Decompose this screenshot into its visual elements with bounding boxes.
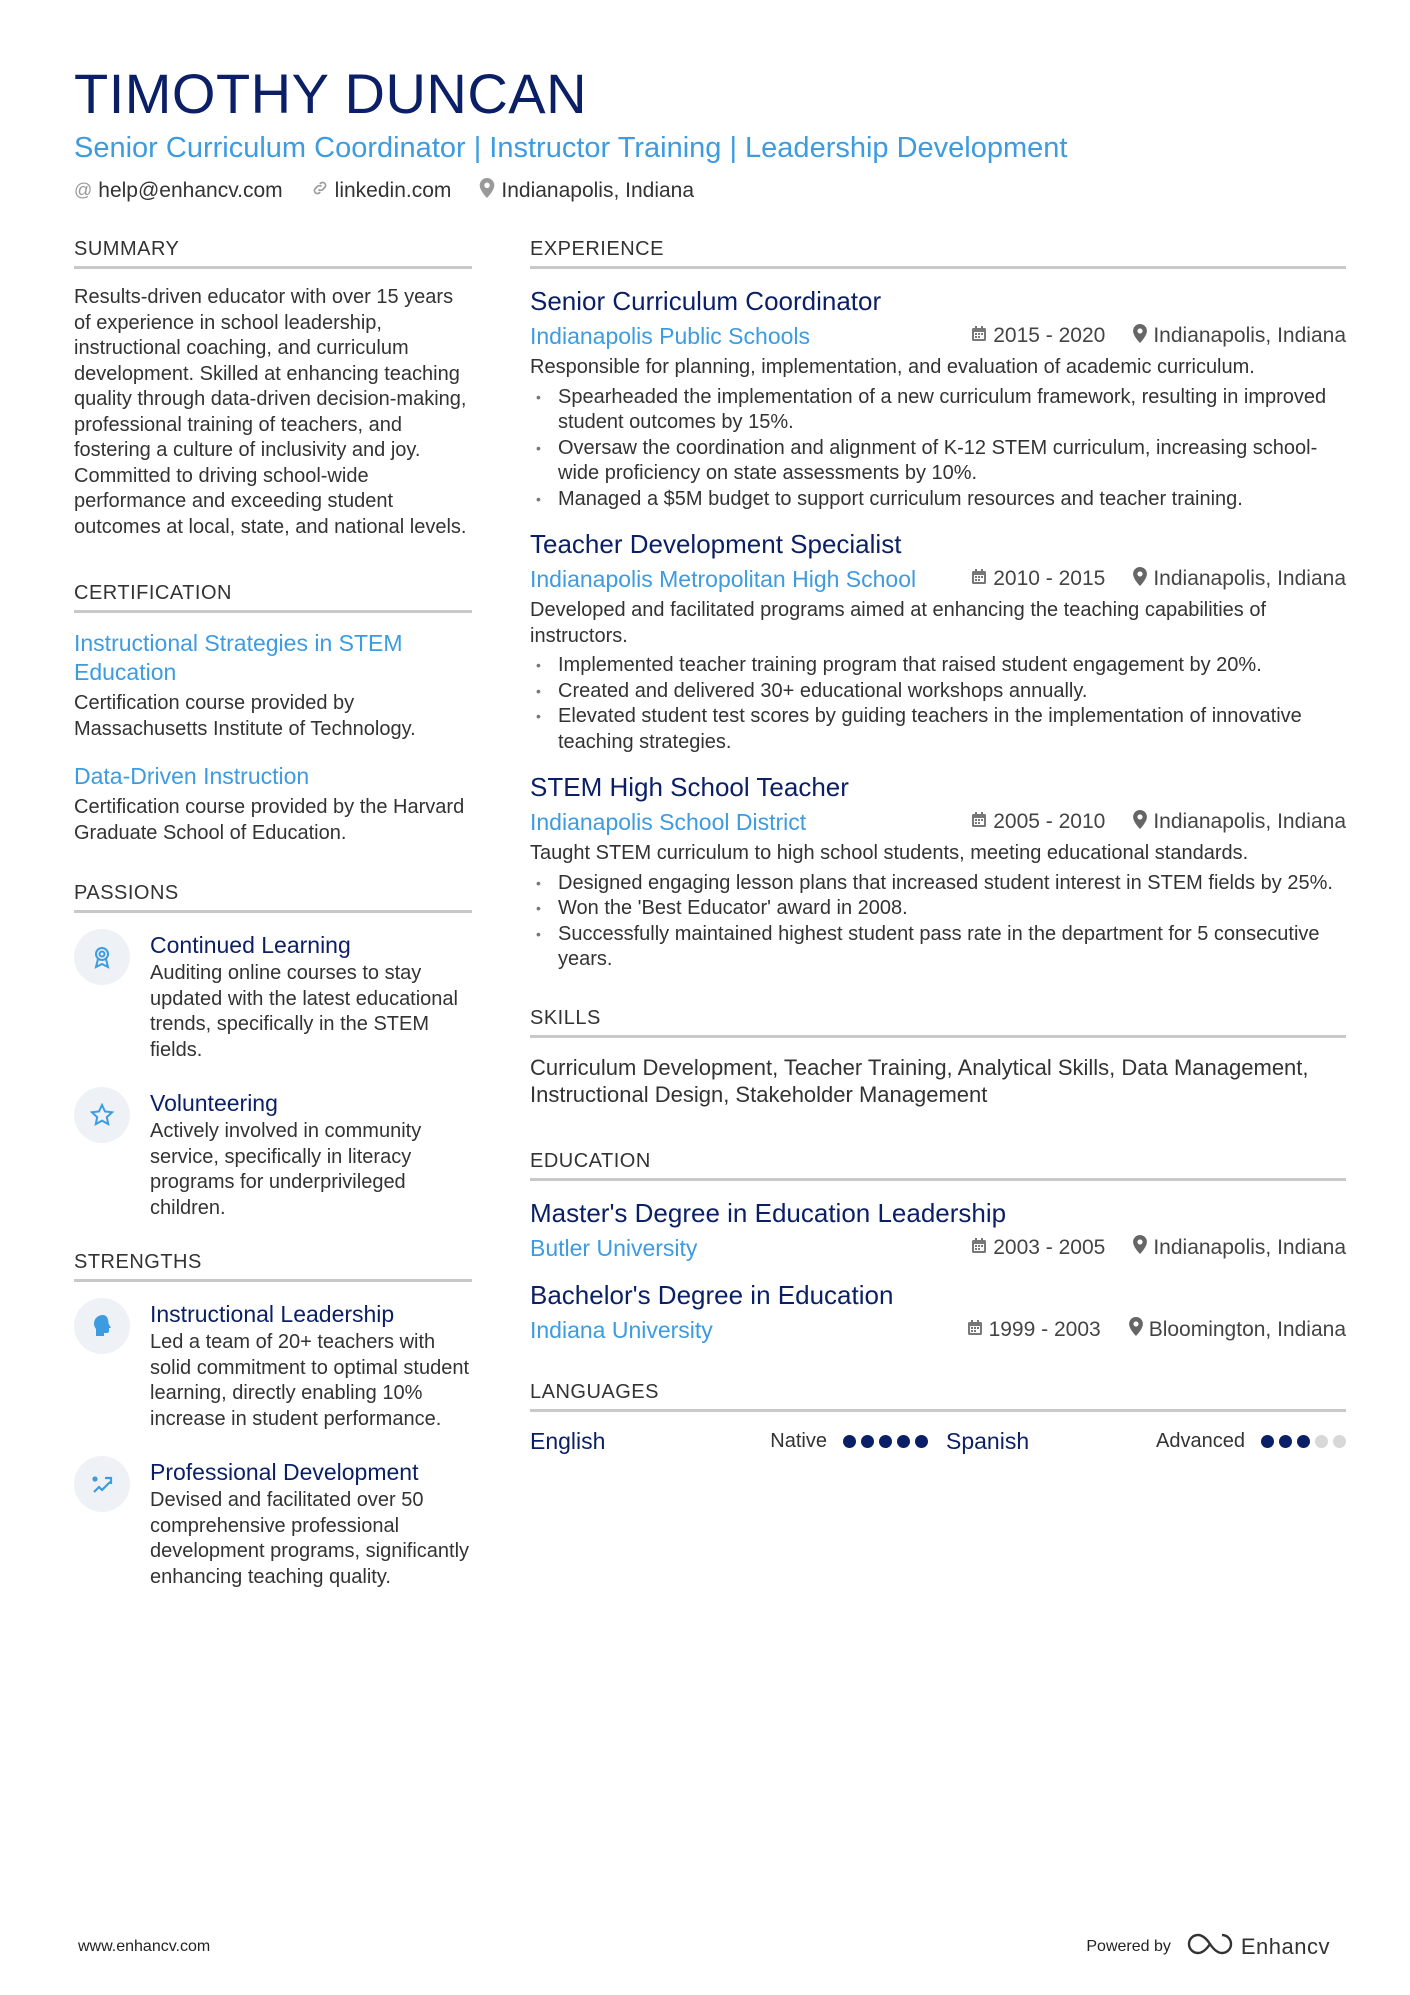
resume-page bbox=[74, 62, 1346, 1588]
headline: Senior Curriculum Coordinator | Instructor Training | Leadership Development bbox=[74, 132, 1068, 164]
job-entry bbox=[530, 285, 1346, 512]
contact-linkedin[interactable] bbox=[311, 178, 452, 203]
language-name: English bbox=[530, 1427, 606, 1454]
contact-row bbox=[74, 178, 1346, 203]
job-company: Indianapolis School District bbox=[530, 809, 807, 835]
job-location-text: Indianapolis, Indiana bbox=[1153, 324, 1346, 347]
job-bullet: • Created and delivered 30+ educational workshops annually. bbox=[530, 679, 1346, 705]
language-level: Advanced bbox=[1156, 1429, 1245, 1452]
right-column bbox=[530, 238, 1346, 1455]
language-item bbox=[946, 1428, 1346, 1455]
location-pin-icon bbox=[1133, 1235, 1147, 1260]
footer bbox=[78, 1932, 1330, 1962]
job-dates-text: 2010 - 2015 bbox=[993, 567, 1106, 590]
job-description: Responsible for planning, implementation, and evaluation of academic curriculum. bbox=[530, 356, 1255, 378]
job-dates bbox=[971, 324, 1105, 348]
rating-dot-filled bbox=[915, 1435, 928, 1448]
calendar-icon bbox=[971, 324, 987, 348]
rating-dot-filled bbox=[843, 1435, 856, 1448]
experience-section bbox=[530, 238, 1346, 973]
languages-heading: LANGUAGES bbox=[530, 1381, 1346, 1412]
rating-dot-filled bbox=[861, 1435, 874, 1448]
skills-heading: SKILLS bbox=[530, 1007, 1346, 1038]
education-dates-text: 1999 - 2003 bbox=[988, 1317, 1101, 1341]
certification-name: Data-Driven Instruction bbox=[74, 763, 310, 789]
strength-title: Instructional Leadership bbox=[150, 1301, 395, 1327]
languages-section bbox=[530, 1381, 1346, 1455]
brand-name: Enhancv bbox=[1240, 1934, 1330, 1959]
job-location bbox=[1133, 324, 1346, 349]
education-location-text: Bloomington, Indiana bbox=[1148, 1317, 1346, 1341]
calendar-icon bbox=[967, 1318, 983, 1342]
education-section bbox=[530, 1150, 1346, 1345]
at-icon: @ bbox=[74, 180, 93, 200]
job-title: STEM High School Teacher bbox=[530, 772, 849, 802]
passion-item bbox=[74, 1087, 472, 1221]
contact-location bbox=[479, 178, 694, 203]
language-name: Spanish bbox=[946, 1427, 1030, 1454]
calendar-icon bbox=[971, 1236, 987, 1260]
summary-section bbox=[74, 238, 472, 540]
rating-dot-empty bbox=[1315, 1435, 1328, 1448]
education-dates bbox=[967, 1318, 1101, 1342]
job-bullet: • Designed engaging lesson plans that increased student interest in STEM fields by 25%. bbox=[530, 871, 1346, 897]
head-icon bbox=[74, 1298, 130, 1354]
job-location-text: Indianapolis, Indiana bbox=[1153, 567, 1346, 590]
skills-section bbox=[530, 1007, 1346, 1108]
footer-url[interactable]: www.enhancv.com bbox=[78, 1938, 211, 1955]
language-rating bbox=[1261, 1435, 1346, 1448]
language-item bbox=[530, 1428, 946, 1455]
left-column bbox=[74, 238, 472, 1614]
job-title: Teacher Development Specialist bbox=[530, 529, 902, 559]
brand-logo[interactable] bbox=[1187, 1932, 1330, 1962]
certification-desc: Certification course provided by Massachusetts Institute of Technology. bbox=[74, 692, 416, 740]
location-text: Indianapolis, Indiana bbox=[501, 178, 695, 202]
rating-dot-empty bbox=[1333, 1435, 1346, 1448]
passion-desc: Actively involved in community service, specifically in literacy programs for underprivileged children. bbox=[150, 1120, 422, 1219]
job-location bbox=[1133, 567, 1346, 592]
location-pin-icon bbox=[1133, 567, 1147, 592]
language-level: Native bbox=[770, 1429, 827, 1452]
education-location bbox=[1133, 1235, 1346, 1260]
job-company: Indianapolis Public Schools bbox=[530, 323, 811, 349]
job-bullet: • Implemented teacher training program that raised student engagement by 20%. bbox=[530, 653, 1346, 679]
passion-title: Continued Learning bbox=[150, 932, 351, 958]
job-dates bbox=[971, 567, 1105, 591]
badge-icon bbox=[74, 929, 130, 985]
passion-desc: Auditing online courses to stay updated with the latest educational trends, specifically in the STEM fields. bbox=[150, 962, 458, 1061]
passion-title: Volunteering bbox=[150, 1090, 278, 1116]
job-entry bbox=[530, 528, 1346, 755]
growth-icon bbox=[74, 1456, 130, 1512]
job-bullet: • Successfully maintained highest student pass rate in the department for 5 consecutive years. bbox=[530, 922, 1346, 973]
summary-text: Results-driven educator with over 15 years of experience in school leadership, instructional coaching, and curriculum development. Skilled at enhancing teaching quality through data-driven decision-making, professional training of teachers, and fostering a culture of inclusivity and joy. Committed to driving school-wide performance and exceeding student outcomes at local, state, and national levels. bbox=[74, 286, 467, 538]
school-name: Butler University bbox=[530, 1234, 698, 1261]
certification-section bbox=[74, 582, 472, 846]
job-bullet: • Managed a $5M budget to support curriculum resources and teacher training. bbox=[530, 487, 1346, 513]
powered-by-text: Powered by bbox=[1086, 1938, 1171, 1955]
job-bullets bbox=[530, 385, 1346, 513]
certification-item bbox=[74, 762, 472, 846]
passions-heading: PASSIONS bbox=[74, 882, 472, 913]
rating-dot-filled bbox=[1297, 1435, 1310, 1448]
email-text[interactable]: help@enhancv.com bbox=[98, 178, 283, 202]
rating-dot-filled bbox=[897, 1435, 910, 1448]
job-title: Senior Curriculum Coordinator bbox=[530, 286, 882, 316]
job-bullet: • Oversaw the coordination and alignment of K-12 STEM curriculum, increasing school-wide proficiency on state assessments by 10%. bbox=[530, 436, 1346, 487]
certification-name: Instructional Strategies in STEM Education bbox=[74, 630, 403, 685]
education-heading: EDUCATION bbox=[530, 1150, 1346, 1181]
job-bullets bbox=[530, 653, 1346, 755]
location-pin-icon bbox=[1129, 1317, 1143, 1342]
location-pin-icon bbox=[1133, 324, 1147, 349]
location-pin-icon bbox=[479, 178, 495, 203]
education-location-text: Indianapolis, Indiana bbox=[1153, 1235, 1346, 1259]
certification-heading: CERTIFICATION bbox=[74, 582, 472, 613]
skills-text: Curriculum Development, Teacher Training, Analytical Skills, Data Management, Instructional Design, Stakeholder Management bbox=[530, 1054, 1309, 1107]
strength-desc: Led a team of 20+ teachers with solid commitment to optimal student learning, directly enabling 10% increase in student performance. bbox=[150, 1331, 470, 1430]
strengths-heading: STRENGTHS bbox=[74, 1251, 472, 1282]
strength-title: Professional Development bbox=[150, 1459, 419, 1485]
job-company: Indianapolis Metropolitan High School bbox=[530, 566, 917, 592]
job-location bbox=[1133, 810, 1346, 835]
job-description: Developed and facilitated programs aimed at enhancing the teaching capabilities of instructors. bbox=[530, 599, 1267, 647]
strength-item bbox=[74, 1456, 472, 1590]
degree-title: Bachelor's Degree in Education bbox=[530, 1279, 894, 1310]
passions-section bbox=[74, 882, 472, 1221]
rating-dot-filled bbox=[1279, 1435, 1292, 1448]
job-description: Taught STEM curriculum to high school students, meeting educational standards. bbox=[530, 842, 1249, 864]
infinity-logo-icon bbox=[1187, 1932, 1233, 1962]
job-location-text: Indianapolis, Indiana bbox=[1153, 810, 1346, 833]
job-entry bbox=[530, 771, 1346, 973]
rating-dot-filled bbox=[1261, 1435, 1274, 1448]
job-bullets bbox=[530, 871, 1346, 973]
strengths-section bbox=[74, 1251, 472, 1590]
job-dates-text: 2015 - 2020 bbox=[993, 324, 1106, 347]
experience-heading: EXPERIENCE bbox=[530, 238, 1346, 269]
powered-by bbox=[1086, 1932, 1330, 1962]
job-bullet: • Elevated student test scores by guiding teachers in the implementation of innovative teaching strategies. bbox=[530, 704, 1346, 755]
job-dates bbox=[971, 810, 1105, 834]
job-bullet: • Spearheaded the implementation of a new curriculum framework, resulting in improved student outcomes by 15%. bbox=[530, 385, 1346, 436]
certification-desc: Certification course provided by the Harvard Graduate School of Education. bbox=[74, 796, 465, 844]
strength-item bbox=[74, 1298, 472, 1432]
contact-email[interactable] bbox=[74, 178, 283, 203]
calendar-icon bbox=[971, 567, 987, 591]
calendar-icon bbox=[971, 810, 987, 834]
rating-dot-filled bbox=[879, 1435, 892, 1448]
star-icon bbox=[74, 1087, 130, 1143]
education-dates-text: 2003 - 2005 bbox=[993, 1235, 1106, 1259]
languages-row bbox=[530, 1428, 1346, 1455]
passion-item bbox=[74, 929, 472, 1063]
degree-title: Master's Degree in Education Leadership bbox=[530, 1197, 1007, 1228]
education-entry bbox=[530, 1197, 1346, 1263]
language-rating bbox=[843, 1435, 928, 1448]
job-bullet: • Won the 'Best Educator' award in 2008. bbox=[530, 896, 1346, 922]
linkedin-text[interactable]: linkedin.com bbox=[334, 178, 452, 202]
summary-heading: SUMMARY bbox=[74, 238, 472, 269]
location-pin-icon bbox=[1133, 810, 1147, 835]
job-dates-text: 2005 - 2010 bbox=[993, 810, 1106, 833]
candidate-name: TIMOTHY DUNCAN bbox=[74, 62, 588, 125]
link-icon bbox=[311, 179, 329, 202]
education-entry bbox=[530, 1279, 1346, 1345]
certification-item bbox=[74, 629, 472, 742]
school-name: Indiana University bbox=[530, 1316, 713, 1343]
education-dates bbox=[971, 1236, 1105, 1260]
strength-desc: Devised and facilitated over 50 comprehensive professional development programs, significantly enhancing teaching quality. bbox=[150, 1489, 470, 1588]
education-location bbox=[1129, 1317, 1346, 1342]
